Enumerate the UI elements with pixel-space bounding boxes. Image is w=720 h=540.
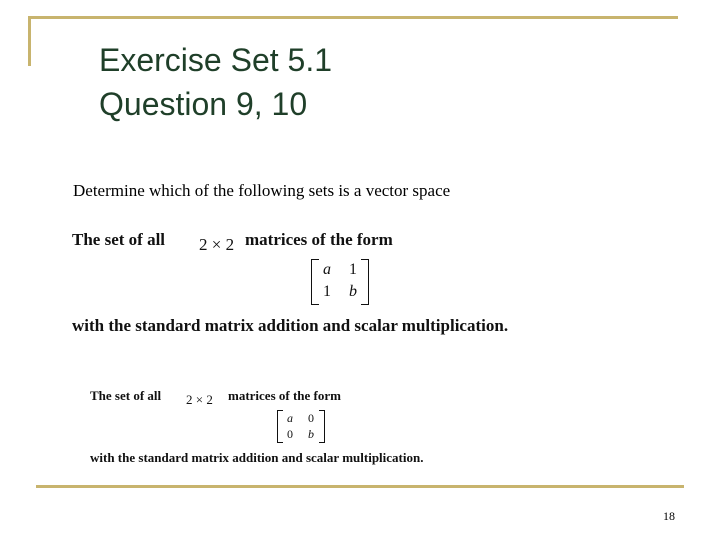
slide-title (99, 38, 332, 126)
q9-matrix-cell: 1 (349, 261, 357, 278)
q10-matrix-cell: a (287, 411, 293, 425)
q9-matrix-cell: 1 (323, 283, 331, 300)
bottom-border-line (36, 485, 684, 488)
q10-line3: with the standard matrix addition and scalar multiplication. (90, 450, 424, 465)
question-prompt: Determine which of the following sets is a vector space (73, 181, 451, 200)
q10-matrix-right-bracket (319, 410, 325, 443)
title-line-1: Exercise Set 5.1 (99, 42, 332, 78)
q9-line1-suffix: matrices of the form (245, 230, 393, 249)
q9-matrix (311, 259, 369, 305)
q10-matrix (277, 410, 325, 443)
q10-line1-suffix: matrices of the form (228, 388, 341, 403)
page-number: 18 (663, 509, 675, 523)
question-10 (90, 386, 530, 466)
q10-dimension: 2 × 2 (186, 392, 213, 407)
q10-matrix-cell: b (308, 427, 314, 441)
q10-matrix-cell: 0 (287, 427, 293, 441)
question-9 (72, 226, 632, 336)
q9-matrix-cell: a (323, 261, 331, 278)
q9-line1-prefix: The set of all (72, 230, 166, 249)
q9-matrix-cell: b (349, 283, 357, 300)
top-border-line (30, 16, 678, 19)
q10-matrix-cell: 0 (308, 411, 314, 425)
left-border-line (28, 16, 31, 66)
q9-dimension: 2 × 2 (199, 235, 235, 254)
title-line-2: Question 9, 10 (99, 86, 308, 122)
q10-line1-prefix: The set of all (90, 388, 162, 403)
q9-line3: with the standard matrix addition and scalar multiplication. (72, 316, 509, 335)
